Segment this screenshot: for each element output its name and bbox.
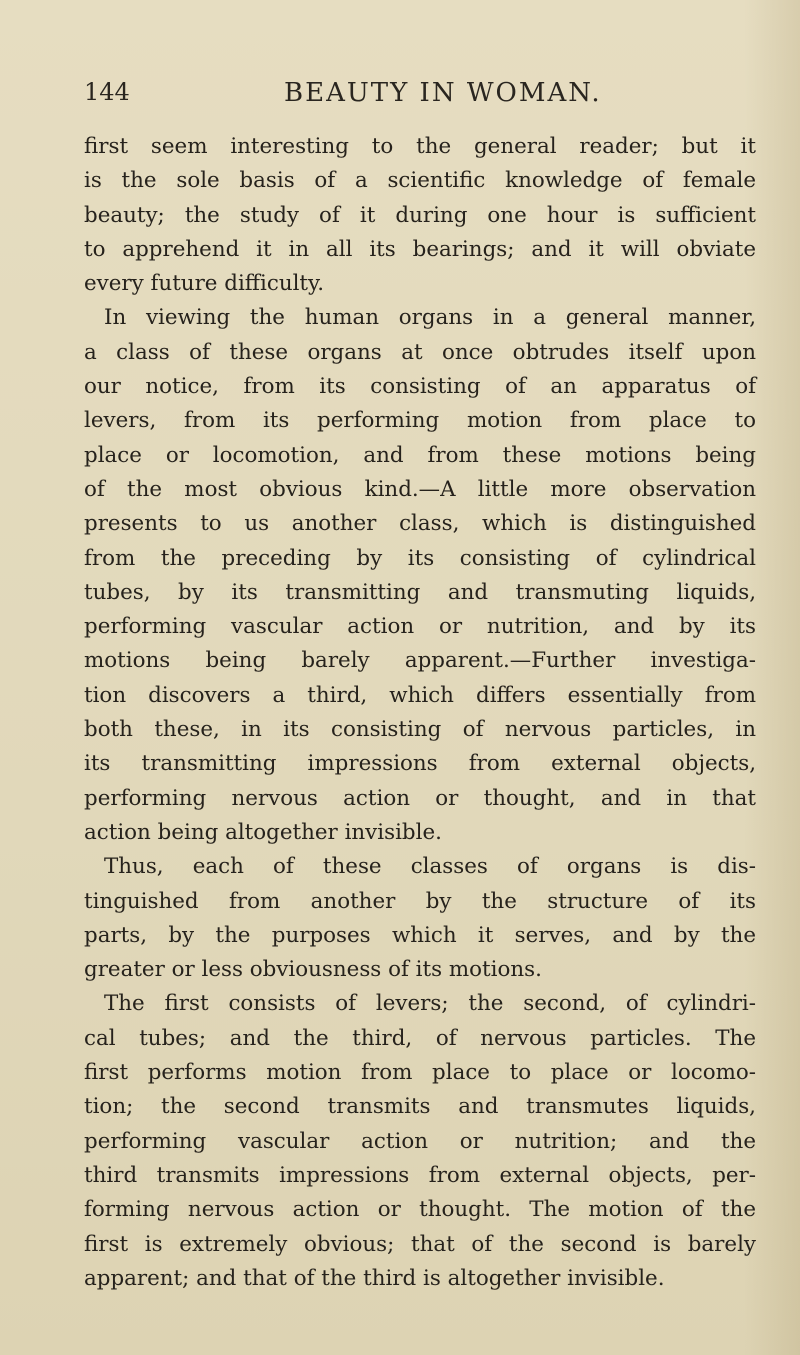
running-head-title: BEAUTY IN WOMAN. [284,78,602,108]
text-line: The first consists of levers; the second, of cylindri- [104,991,756,1017]
text-line: forming nervous action or thought. The motion of the [84,1197,756,1223]
text-line: motions being barely apparent.—Further investiga- [84,648,756,674]
text-line: of the most obvious kind.—A little more observation [84,476,756,502]
text-line: our notice, from its consisting of an apparatus of [84,374,756,400]
text-line: a class of these organs at once obtrudes itself upon [84,339,756,365]
text-line: performing vascular action or nutrition; and the [84,1128,756,1154]
page-number: 144 [84,78,130,106]
text-line: every future difficulty. [84,271,325,297]
text-line: greater or less obviousness of its motions. [84,957,542,983]
text-line: tubes, by its transmitting and transmuting liquids, [84,579,756,605]
text-line: action being altogether invisible. [84,819,442,845]
text-line: performing nervous action or thought, and in that [84,785,756,811]
body-text [84,130,756,1296]
text-line: both these, in its consisting of nervous particles, in [84,717,756,743]
text-line: apparent; and that of the third is altogether invisible. [84,1265,665,1291]
text-line: beauty; the study of it during one hour is sufficient [84,202,756,228]
text-line: first is extremely obvious; that of the second is barely [84,1231,756,1257]
text-line: performing vascular action or nutrition, and by its [84,614,756,640]
text-line: tion discovers a third, which differs essentially from [84,682,756,708]
text-line: from the preceding by its consisting of cylindrical [84,545,756,571]
text-line: first seem interesting to the general reader; but it [84,134,756,159]
text-line: levers, from its performing motion from place to [84,408,756,434]
text-line: cal tubes; and the third, of nervous particles. The [84,1025,756,1051]
text-line: In viewing the human organs in a general manner, [104,305,756,331]
text-line: tion; the second transmits and transmutes liquids, [84,1094,756,1120]
running-head [84,78,724,118]
text-line: Thus, each of these classes of organs is dis- [104,854,756,880]
text-line: place or locomotion, and from these motions being [84,442,756,468]
text-line: presents to us another class, which is distinguished [84,511,756,537]
text-line: to apprehend it in all its bearings; and it will obviate [84,236,756,262]
text-line: first performs motion from place to place or locomo- [84,1060,756,1086]
text-line: parts, by the purposes which it serves, and by the [84,922,756,948]
text-line: its transmitting impressions from external objects, [84,751,756,777]
text-line: tinguished from another by the structure of its [84,888,756,914]
text-line: third transmits impressions from external objects, per- [84,1162,756,1188]
text-line: is the sole basis of a scientific knowledge of female [84,168,756,194]
